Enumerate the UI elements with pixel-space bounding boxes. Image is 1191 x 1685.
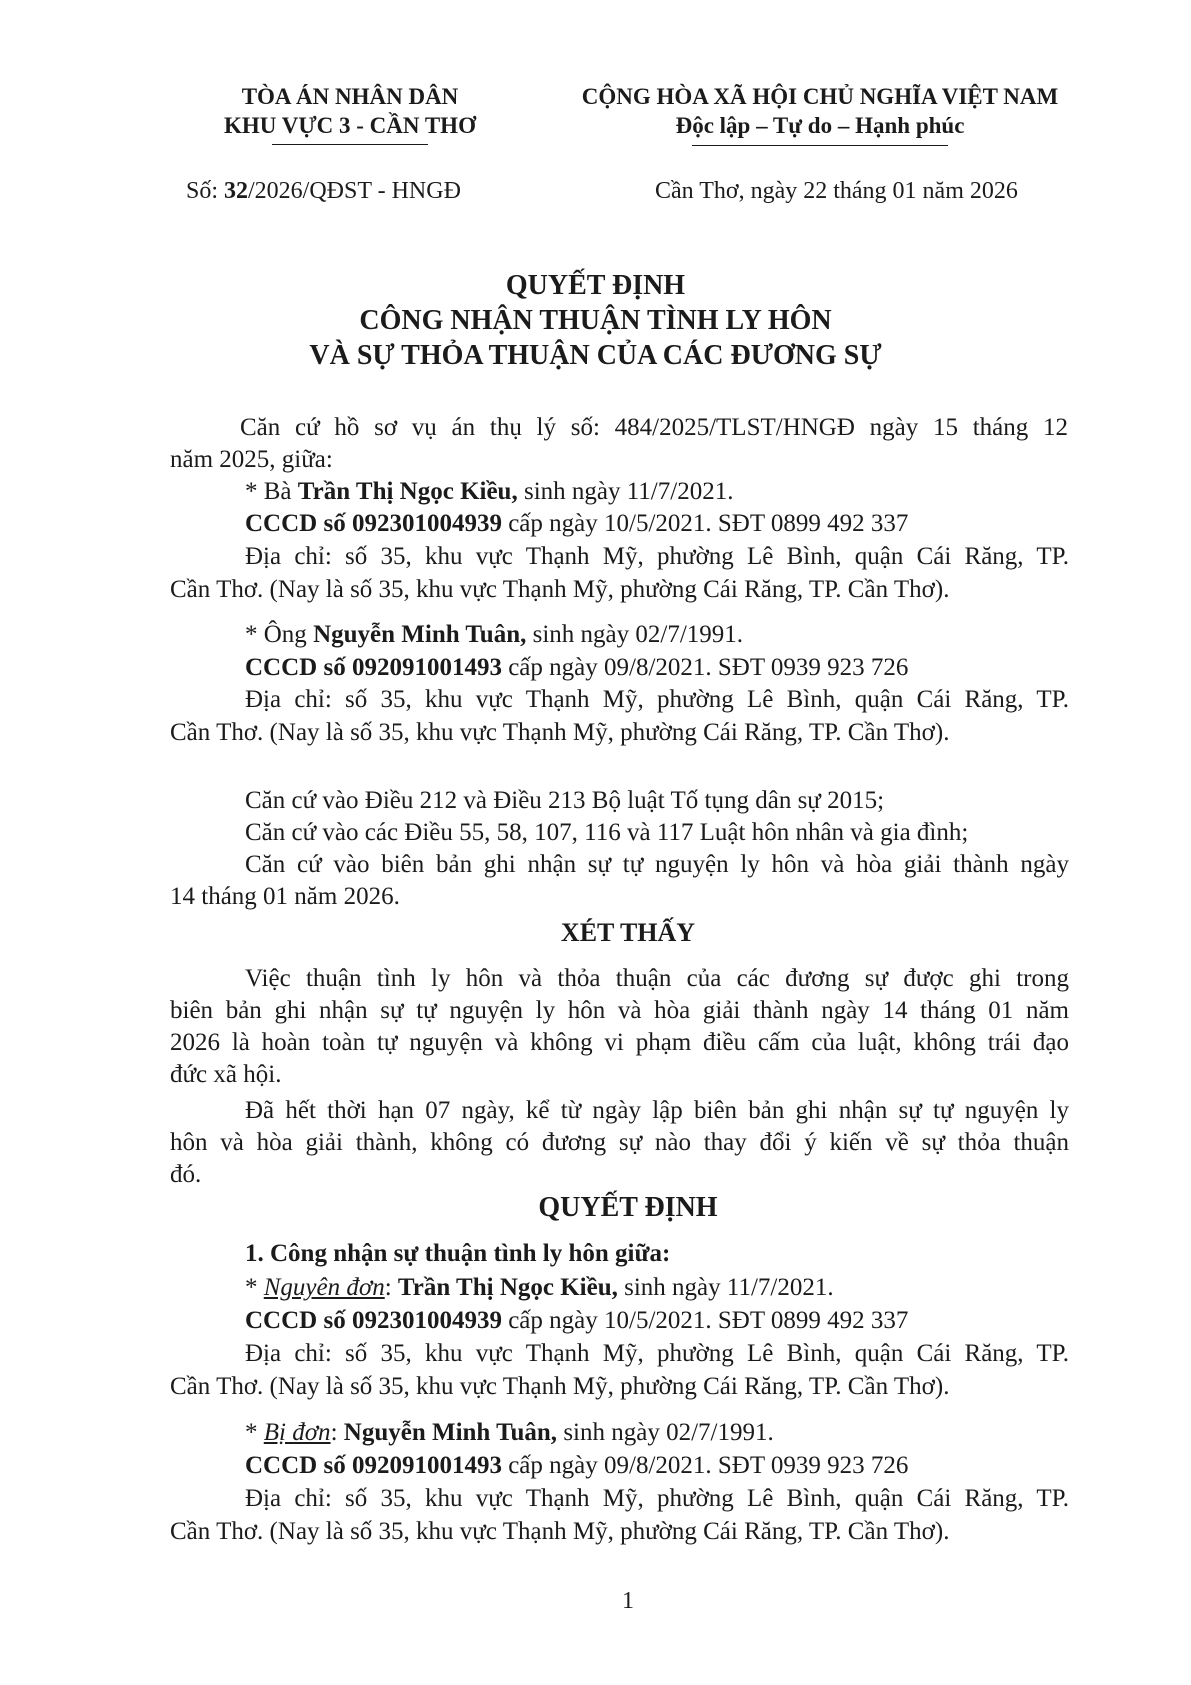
party1-line: * Bà Trần Thị Ngọc Kiều, sinh ngày 11/7/2021. — [245, 478, 734, 505]
motto-underline — [692, 145, 948, 146]
title-line3: VÀ SỰ THỎA THUẬN CỦA CÁC ĐƯƠNG SỰ — [309, 340, 882, 371]
country-motto: Độc lập – Tự do – Hạnh phúc — [675, 113, 965, 138]
legal-basis-line4: 14 tháng 01 năm 2026. — [170, 883, 400, 910]
findings-p1-line3: 2026 là hoàn toàn tự nguyện và không vi phạm điều cấm của luật, không trái đạo — [170, 1029, 1069, 1056]
findings-p1-line2: biên bản ghi nhận sự tự nguyện ly hôn và hòa giải thành ngày 14 tháng 01 năm — [170, 997, 1069, 1024]
case-basis-line1: Căn cứ hồ sơ vụ án thụ lý số: 484/2025/TLST/HNGĐ ngày 15 tháng 12 — [240, 414, 1068, 441]
defendant-line: * Bị đơn: Nguyễn Minh Tuân, sinh ngày 02/7/1991. — [245, 1419, 774, 1446]
defendant-address-line1: Địa chỉ: số 35, khu vực Thạnh Mỹ, phường Lê Bình, quận Cái Răng, TP. — [245, 1485, 1069, 1512]
decision-item1: 1. Công nhận sự thuận tình ly hôn giữa: — [245, 1240, 671, 1267]
legal-basis-line1: Căn cứ vào Điều 212 và Điều 213 Bộ luật Tố tụng dân sự 2015; — [245, 787, 885, 814]
party2-address-line1: Địa chỉ: số 35, khu vực Thạnh Mỹ, phường Lê Bình, quận Cái Răng, TP. — [245, 686, 1069, 713]
decision-heading: QUYẾT ĐỊNH — [538, 1192, 718, 1223]
court-name-line1: TÒA ÁN NHÂN DÂN — [241, 84, 459, 109]
findings-p2-line1: Đã hết thời hạn 07 ngày, kể từ ngày lập biên bản ghi nhận sự tự nguyện ly — [245, 1097, 1069, 1124]
legal-basis-line3: Căn cứ vào biên bản ghi nhận sự tự nguyện ly hôn và hòa giải thành ngày — [245, 851, 1069, 878]
party2-address-line2: Cần Thơ. (Nay là số 35, khu vực Thạnh Mỹ, phường Cái Răng, TP. Cần Thơ). — [170, 719, 950, 746]
plaintiff-address-line2: Cần Thơ. (Nay là số 35, khu vực Thạnh Mỹ, phường Cái Răng, TP. Cần Thơ). — [170, 1373, 950, 1400]
place-date: Cần Thơ, ngày 22 tháng 01 năm 2026 — [655, 178, 1018, 204]
defendant-id: CCCD số 092091001493 cấp ngày 09/8/2021. SĐT 0939 923 726 — [245, 1452, 909, 1479]
findings-p1-line4: đức xã hội. — [170, 1061, 282, 1088]
page-number: 1 — [622, 1588, 634, 1614]
decision-number: Số: 32/2026/QĐST - HNGĐ — [186, 178, 461, 204]
court-name-line2: KHU VỰC 3 - CẦN THƠ — [224, 113, 476, 138]
defendant-address-line2: Cần Thơ. (Nay là số 35, khu vực Thạnh Mỹ, phường Cái Răng, TP. Cần Thơ). — [170, 1518, 950, 1545]
title-line1: QUYẾT ĐỊNH — [505, 270, 686, 301]
court-underline — [272, 144, 428, 145]
findings-p1-line1: Việc thuận tình ly hôn và thỏa thuận của các đương sự được ghi trong — [245, 965, 1069, 992]
party1-id: CCCD số 092301004939 cấp ngày 10/5/2021. SĐT 0899 492 337 — [245, 510, 909, 537]
party2-id: CCCD số 092091001493 cấp ngày 09/8/2021. SĐT 0939 923 726 — [245, 654, 909, 681]
plaintiff-address-line1: Địa chỉ: số 35, khu vực Thạnh Mỹ, phường Lê Bình, quận Cái Răng, TP. — [245, 1340, 1069, 1367]
plaintiff-line: * Nguyên đơn: Trần Thị Ngọc Kiều, sinh ngày 11/7/2021. — [245, 1274, 834, 1301]
party1-address-line1: Địa chỉ: số 35, khu vực Thạnh Mỹ, phường Lê Bình, quận Cái Răng, TP. — [245, 543, 1069, 570]
party2-line: * Ông Nguyễn Minh Tuân, sinh ngày 02/7/1991. — [245, 621, 744, 648]
legal-basis-line2: Căn cứ vào các Điều 55, 58, 107, 116 và 117 Luật hôn nhân và gia đình; — [245, 819, 969, 846]
plaintiff-id: CCCD số 092301004939 cấp ngày 10/5/2021. SĐT 0899 492 337 — [245, 1307, 909, 1334]
party1-address-line2: Cần Thơ. (Nay là số 35, khu vực Thạnh Mỹ, phường Cái Răng, TP. Cần Thơ). — [170, 576, 950, 603]
findings-heading: XÉT THẤY — [560, 918, 696, 947]
title-line2: CÔNG NHẬN THUẬN TÌNH LY HÔN — [359, 305, 832, 336]
country-name: CỘNG HÒA XÃ HỘI CHỦ NGHĨA VIỆT NAM — [581, 84, 1059, 109]
case-basis-line2: năm 2025, giữa: — [170, 446, 333, 473]
findings-p2-line2: hôn và hòa giải thành, không có đương sự nào thay đổi ý kiến về sự thỏa thuận — [170, 1129, 1069, 1156]
findings-p2-line3: đó. — [170, 1161, 202, 1188]
